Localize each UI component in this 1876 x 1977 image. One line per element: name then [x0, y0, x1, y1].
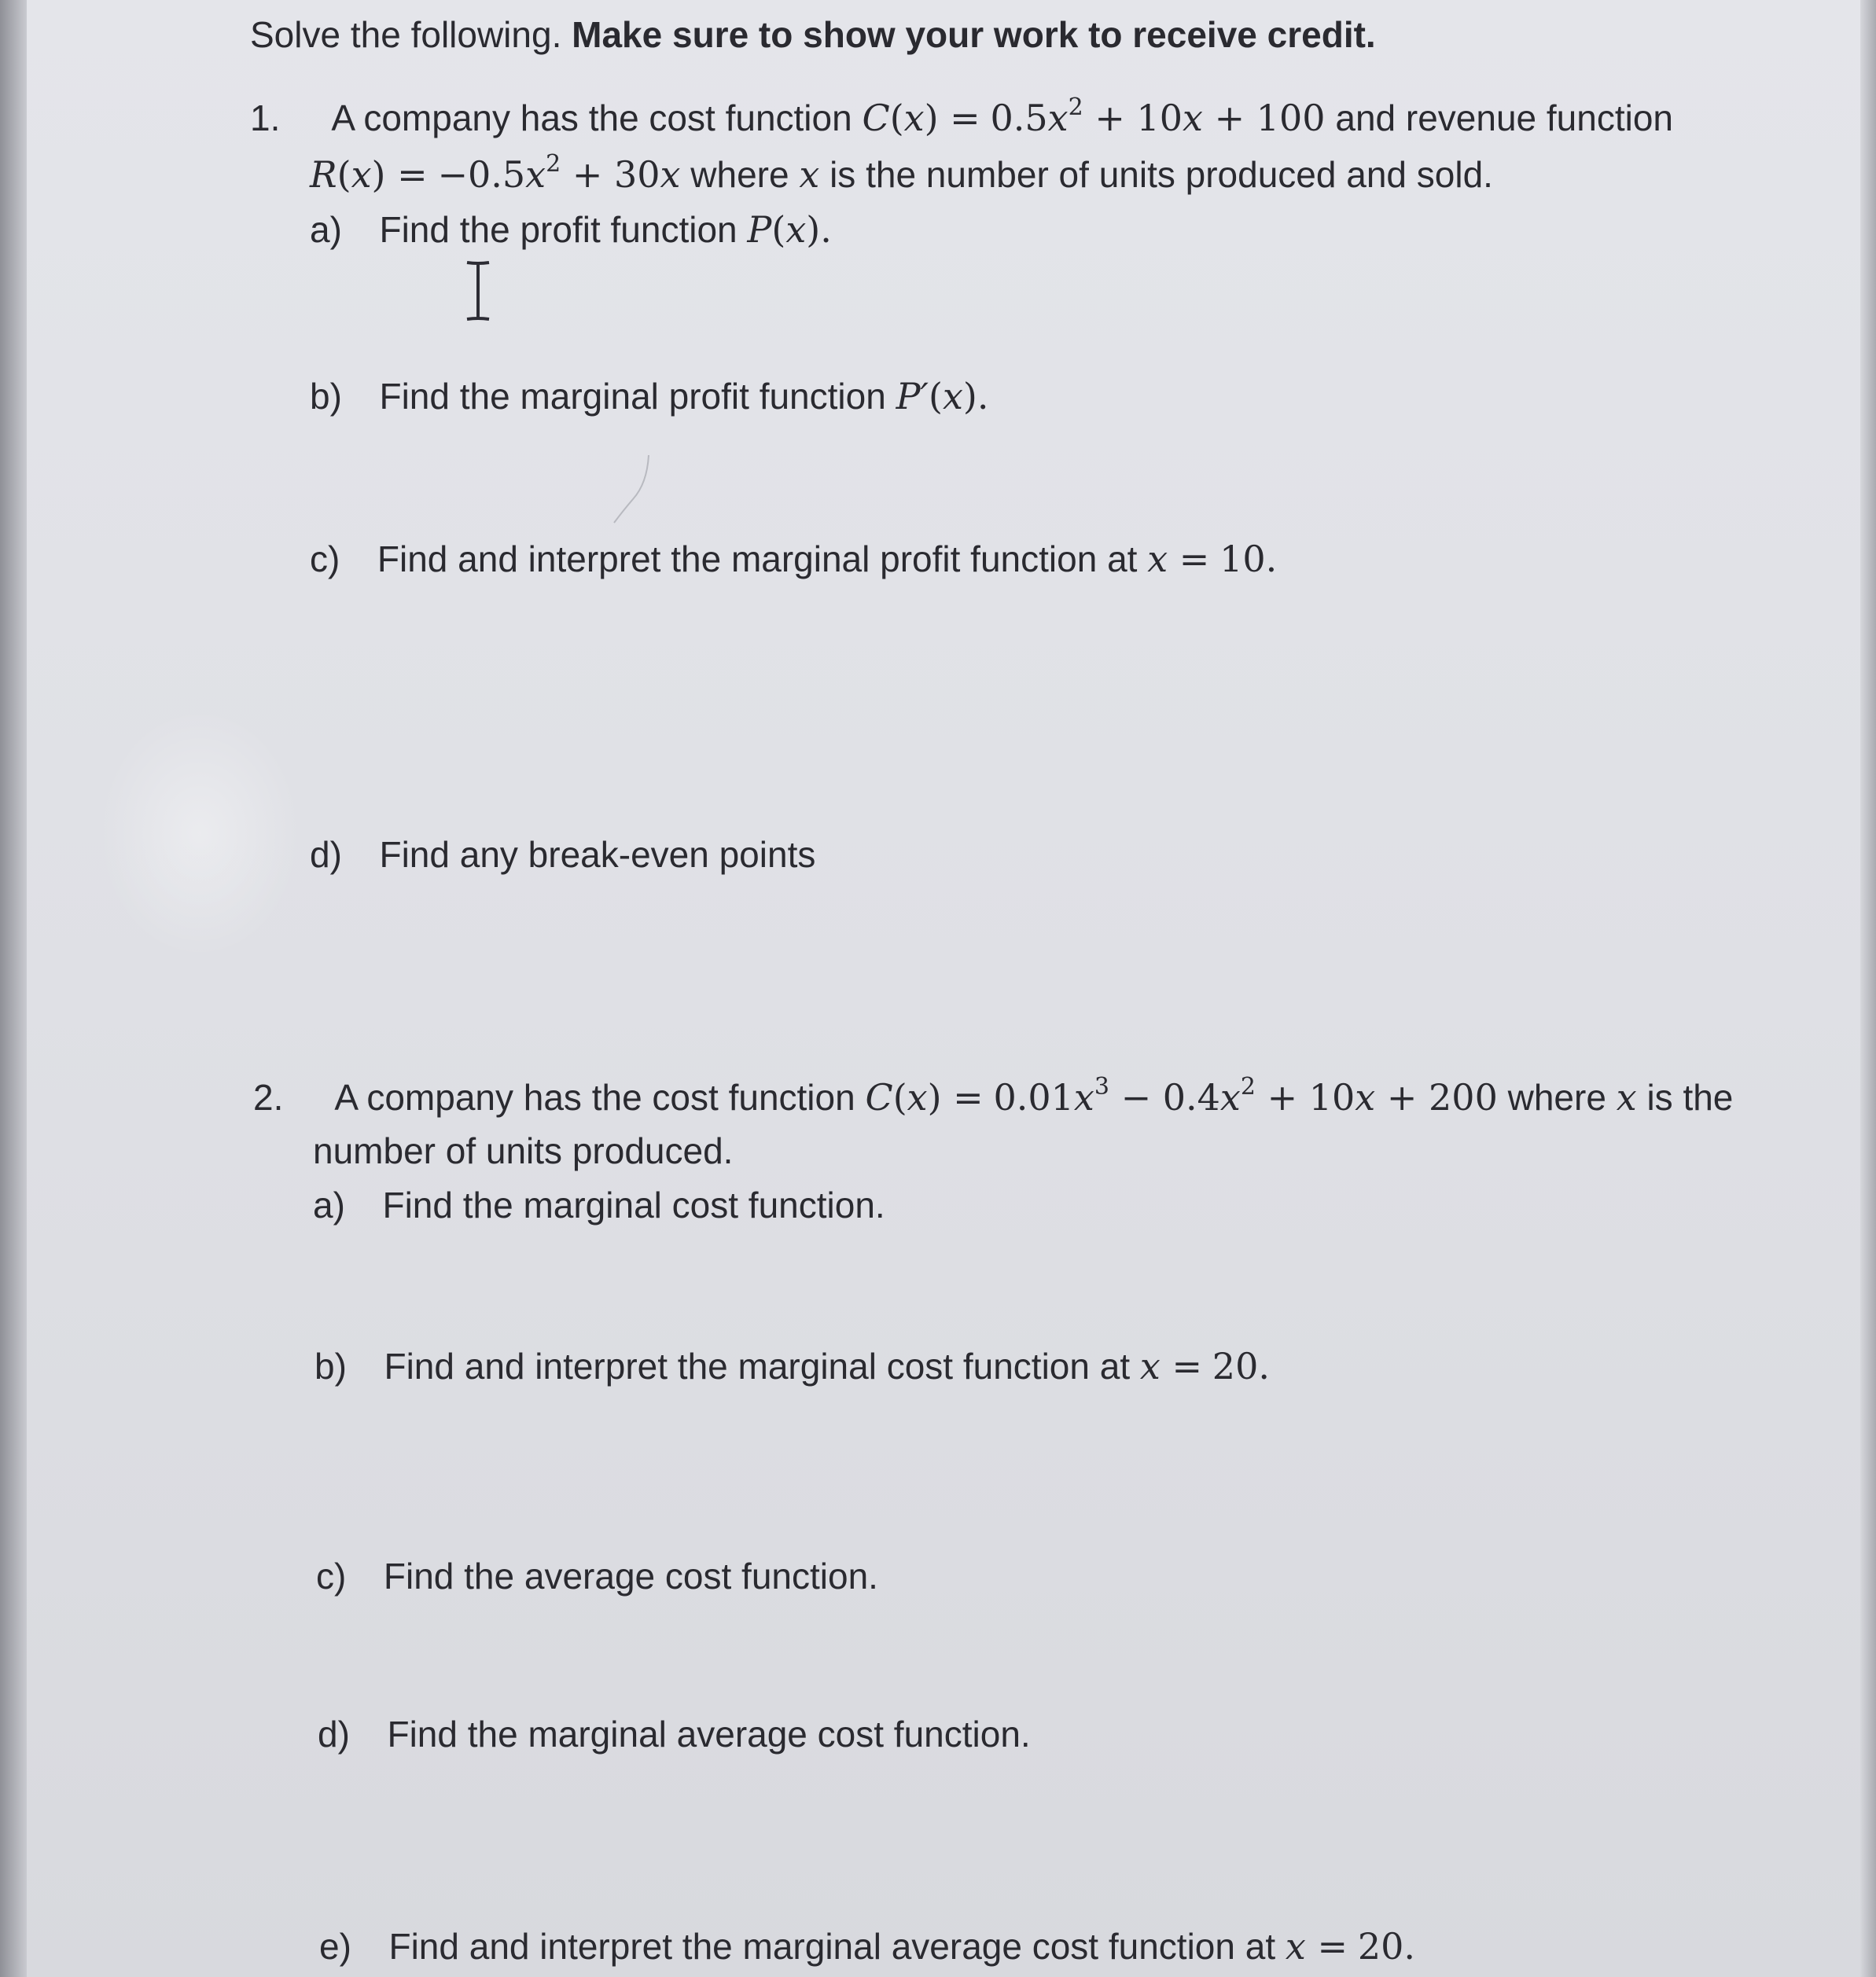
q2-part-a	[313, 1183, 885, 1227]
q2-line-1	[253, 1075, 1733, 1119]
x-equals: x =	[1139, 1345, 1203, 1387]
q1-part-a	[310, 208, 832, 252]
q1-part-d-label: d)	[310, 834, 342, 875]
q2-part-c	[316, 1554, 878, 1598]
q1-part-c-value: 10.	[1219, 538, 1278, 580]
q1-part-b-text: Find the marginal profit function	[379, 376, 886, 417]
instructions	[250, 13, 1376, 57]
q2-part-d	[318, 1712, 1031, 1756]
marginal-profit-symbol: P′(x).	[896, 375, 989, 417]
q2-part-e	[319, 1924, 1415, 1968]
q1-intro: A company has the cost function	[331, 97, 852, 138]
q1-part-c-text: Find and interpret the marginal profit function at	[377, 538, 1138, 579]
q1-line-1	[250, 96, 1673, 140]
variable-x: x	[1616, 1076, 1637, 1119]
cost-function-label: C(x) =	[862, 97, 980, 139]
q1-part-d-text: Find any break-even points	[379, 834, 816, 875]
q1-intro-2: and revenue function	[1335, 97, 1674, 138]
q1-part-a-text: Find the profit function	[379, 209, 738, 250]
screen-scratch-mark	[609, 452, 657, 527]
screen-glare	[97, 707, 302, 959]
q1-part-a-label: a)	[310, 209, 342, 250]
q2-intro-3: is the	[1646, 1077, 1734, 1118]
profit-function-symbol: P(x).	[747, 208, 832, 251]
q2-number: 2.	[253, 1077, 284, 1118]
q1-part-c-label: c)	[310, 538, 340, 579]
q2-line-2	[313, 1129, 733, 1173]
q2-part-a-text: Find the marginal cost function.	[382, 1185, 885, 1226]
text-cursor-icon	[462, 259, 494, 322]
revenue-function-label: R(x) =	[310, 153, 428, 196]
q2-part-d-text: Find the marginal average cost function.	[387, 1714, 1031, 1755]
instruction-text: Solve the following.	[250, 14, 562, 55]
q2-intro-4: number of units produced.	[313, 1130, 734, 1171]
q1-number: 1.	[250, 97, 281, 138]
q2-part-b	[315, 1344, 1270, 1388]
q2-part-b-text: Find and interpret the marginal cost function at	[384, 1346, 1131, 1387]
x-equals: x =	[1147, 538, 1210, 580]
document-screen	[27, 0, 1860, 1977]
q1-part-c	[310, 537, 1277, 581]
q1-part-b	[310, 374, 988, 418]
q2-part-c-label: c)	[316, 1556, 347, 1597]
q2-cost-function-label: C(x) =	[865, 1076, 984, 1119]
q2-part-e-label: e)	[319, 1926, 351, 1967]
q2-intro: A company has the cost function	[334, 1077, 855, 1118]
instruction-bold-text: Make sure to show your work to receive credit.	[572, 14, 1376, 55]
q1-line-2	[310, 150, 1493, 197]
x-equals: x =	[1285, 1925, 1348, 1968]
q1-part-d	[310, 832, 815, 876]
q1-cost-function: $0.5x^2 + 10x + 100$	[990, 94, 1326, 139]
q1-intro-3: where	[690, 154, 789, 195]
variable-x: x	[799, 153, 820, 196]
q2-part-d-label: d)	[318, 1714, 350, 1755]
q2-part-a-label: a)	[313, 1185, 345, 1226]
q2-part-e-value: 20.	[1357, 1925, 1415, 1968]
q2-cost-function: $0.01x^3 - 0.4x^2 + 10x + 200$	[993, 1073, 1498, 1119]
q2-part-b-value: 20.	[1212, 1345, 1270, 1387]
q1-intro-4: is the number of units produced and sold.	[829, 154, 1493, 195]
monitor-bezel-right	[1860, 0, 1876, 1977]
q2-part-c-text: Find the average cost function.	[383, 1556, 878, 1597]
q2-intro-2: where	[1507, 1077, 1606, 1118]
q1-part-b-label: b)	[310, 376, 342, 417]
monitor-bezel-left	[0, 0, 27, 1977]
q2-part-b-label: b)	[315, 1346, 347, 1387]
q1-revenue-function: $-0.5x^2 + 30x$	[437, 150, 681, 196]
q2-part-e-text: Find and interpret the marginal average cost function at	[388, 1926, 1276, 1967]
